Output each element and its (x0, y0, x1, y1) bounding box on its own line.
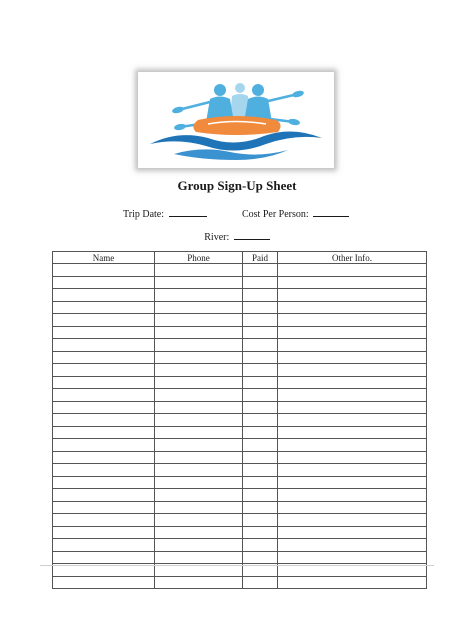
table-cell[interactable] (243, 351, 278, 364)
table-row (53, 414, 427, 427)
table-cell[interactable] (155, 451, 243, 464)
table-row (53, 314, 427, 327)
table-cell[interactable] (243, 364, 278, 377)
table-cell[interactable] (278, 514, 427, 527)
table-row (53, 476, 427, 489)
table-cell[interactable] (155, 501, 243, 514)
table-cell[interactable] (243, 539, 278, 552)
table-cell[interactable] (243, 389, 278, 402)
page-title: Group Sign-Up Sheet (177, 178, 297, 193)
column-header-other-info: Other Info. (278, 252, 427, 264)
table-cell[interactable] (53, 464, 155, 477)
table-cell[interactable] (155, 476, 243, 489)
table-cell[interactable] (155, 414, 243, 427)
table-cell[interactable] (155, 276, 243, 289)
table-cell[interactable] (53, 339, 155, 352)
table-cell[interactable] (155, 289, 243, 302)
table-row (53, 264, 427, 277)
cost-per-person-field (242, 207, 349, 220)
cost-per-person-blank (313, 207, 349, 217)
table-cell[interactable] (243, 301, 278, 314)
table-row (53, 351, 427, 364)
logo-frame (138, 72, 334, 168)
table-cell[interactable] (53, 351, 155, 364)
table-cell[interactable] (278, 376, 427, 389)
table-cell[interactable] (278, 501, 427, 514)
table-cell[interactable] (278, 389, 427, 402)
table-cell[interactable] (278, 326, 427, 339)
table-cell[interactable] (155, 389, 243, 402)
table-cell[interactable] (243, 489, 278, 502)
table-cell[interactable] (53, 326, 155, 339)
table-cell[interactable] (243, 401, 278, 414)
table-cell[interactable] (243, 276, 278, 289)
table-cell[interactable] (278, 264, 427, 277)
table-row (53, 301, 427, 314)
table-row (53, 401, 427, 414)
table-row (53, 289, 427, 302)
table-cell[interactable] (243, 501, 278, 514)
column-header-name: Name (53, 252, 155, 264)
table-cell[interactable] (53, 301, 155, 314)
table-cell[interactable] (278, 439, 427, 452)
table-cell[interactable] (53, 276, 155, 289)
table-row (53, 426, 427, 439)
table-cell[interactable] (53, 451, 155, 464)
table-cell[interactable] (53, 264, 155, 277)
table-cell[interactable] (53, 376, 155, 389)
table-cell[interactable] (155, 576, 243, 589)
table-cell[interactable] (155, 364, 243, 377)
table-row (53, 389, 427, 402)
table-cell[interactable] (278, 426, 427, 439)
table-cell[interactable] (155, 339, 243, 352)
table-cell[interactable] (155, 264, 243, 277)
trip-date-field (123, 207, 207, 220)
table-cell[interactable] (243, 339, 278, 352)
table-cell[interactable] (53, 289, 155, 302)
table-header-row (53, 252, 427, 264)
table-cell[interactable] (278, 451, 427, 464)
column-header-paid: Paid (243, 252, 278, 264)
table-cell[interactable] (278, 339, 427, 352)
table-cell[interactable] (53, 539, 155, 552)
table-cell[interactable] (243, 376, 278, 389)
signup-table (52, 251, 427, 589)
table-cell[interactable] (278, 464, 427, 477)
cost-per-person-label: Cost Per Person: (242, 209, 309, 220)
table-cell[interactable] (243, 326, 278, 339)
table-cell[interactable] (53, 551, 155, 564)
table-row (53, 526, 427, 539)
table-cell[interactable] (155, 526, 243, 539)
table-cell[interactable] (155, 539, 243, 552)
table-row (53, 451, 427, 464)
rafting-group-icon (138, 72, 334, 168)
table-cell[interactable] (155, 439, 243, 452)
table-cell[interactable] (155, 326, 243, 339)
table-cell[interactable] (155, 426, 243, 439)
table-cell[interactable] (243, 476, 278, 489)
table-cell[interactable] (278, 401, 427, 414)
table-cell[interactable] (155, 376, 243, 389)
table-cell[interactable] (53, 401, 155, 414)
table-cell[interactable] (243, 439, 278, 452)
table-row (53, 276, 427, 289)
table-row (53, 514, 427, 527)
table-cell[interactable] (155, 301, 243, 314)
table-cell[interactable] (278, 551, 427, 564)
table-row (53, 539, 427, 552)
table-cell[interactable] (278, 576, 427, 589)
table-cell[interactable] (243, 414, 278, 427)
table-cell[interactable] (53, 389, 155, 402)
table-cell[interactable] (278, 351, 427, 364)
table-cell[interactable] (278, 526, 427, 539)
trip-date-label: Trip Date: (123, 209, 165, 220)
table-cell[interactable] (243, 464, 278, 477)
table-cell[interactable] (278, 289, 427, 302)
table-row (53, 339, 427, 352)
table-cell[interactable] (53, 414, 155, 427)
page-divider (40, 565, 434, 566)
table-cell[interactable] (53, 489, 155, 502)
table-cell[interactable] (243, 289, 278, 302)
table-cell[interactable] (53, 314, 155, 327)
table-row (53, 489, 427, 502)
table-cell[interactable] (53, 439, 155, 452)
table-cell[interactable] (278, 364, 427, 377)
river-label: River: (204, 232, 230, 243)
table-cell[interactable] (53, 426, 155, 439)
table-cell[interactable] (243, 551, 278, 564)
table-row (53, 501, 427, 514)
table-cell[interactable] (53, 476, 155, 489)
table-cell[interactable] (243, 451, 278, 464)
table-cell[interactable] (53, 514, 155, 527)
table-cell[interactable] (53, 526, 155, 539)
table-cell[interactable] (278, 414, 427, 427)
table-cell[interactable] (278, 539, 427, 552)
table-row (53, 551, 427, 564)
river-field (0, 230, 474, 243)
table-cell[interactable] (155, 489, 243, 502)
table-cell[interactable] (243, 426, 278, 439)
table-cell[interactable] (155, 464, 243, 477)
table-row (53, 326, 427, 339)
table-row (53, 376, 427, 389)
table-cell[interactable] (278, 276, 427, 289)
table-cell[interactable] (53, 364, 155, 377)
table-cell[interactable] (278, 476, 427, 489)
table-row (53, 576, 427, 589)
table-row (53, 439, 427, 452)
table-cell[interactable] (155, 551, 243, 564)
table-row (53, 464, 427, 477)
table-cell[interactable] (243, 514, 278, 527)
column-header-phone: Phone (155, 252, 243, 264)
table-cell[interactable] (155, 314, 243, 327)
table-cell[interactable] (278, 314, 427, 327)
table-cell[interactable] (155, 401, 243, 414)
table-cell[interactable] (53, 576, 155, 589)
table-cell[interactable] (243, 576, 278, 589)
table-cell[interactable] (243, 264, 278, 277)
trip-date-blank (169, 207, 207, 217)
table-body (53, 264, 427, 589)
table-cell[interactable] (53, 501, 155, 514)
table-cell[interactable] (278, 301, 427, 314)
table-cell[interactable] (155, 514, 243, 527)
river-blank (234, 230, 270, 240)
table-cell[interactable] (243, 314, 278, 327)
table-cell[interactable] (278, 489, 427, 502)
table-cell[interactable] (243, 526, 278, 539)
table-cell[interactable] (155, 351, 243, 364)
table-row (53, 364, 427, 377)
